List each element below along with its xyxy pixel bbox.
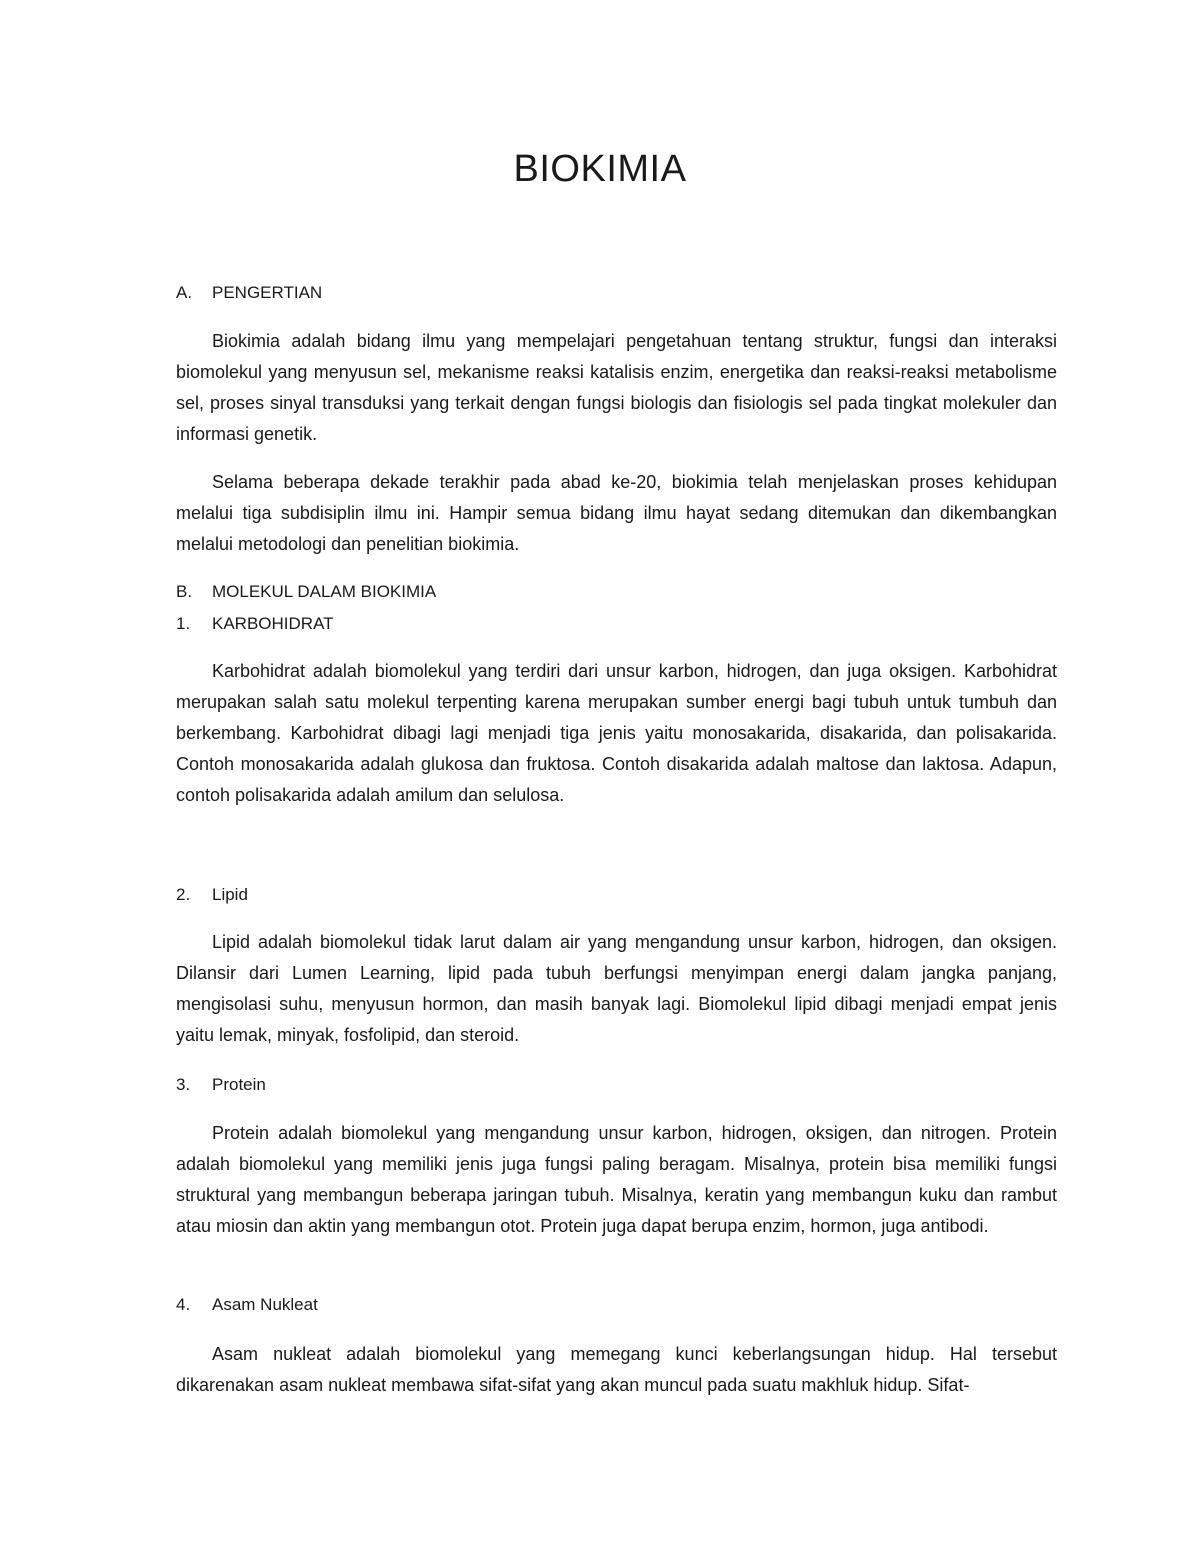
subsection-karbohidrat-heading — [176, 612, 334, 636]
section-a-number: A. — [176, 283, 193, 302]
subsection-lipid-heading — [176, 883, 248, 907]
document-title: BIOKIMIA — [513, 148, 687, 190]
paragraph-karbohidrat: Karbohidrat adalah biomolekul yang terdiri dari unsur karbon, hidrogen, dan juga oksigen. Karbohidrat merupakan salah satu molekul terpenting karena merupakan sumber energi bagi tubuh untuk tumbuh dan berkembang. Karbohidrat dibagi lagi menjadi tiga jenis yaitu monosakarida, disakarida, dan polisakarida. Contoh monosakarida adalah glukosa dan fruktosa. Contoh disakarida adalah maltose dan laktosa. Adapun, contoh polisakarida adalah amilum dan selulosa. — [176, 661, 1057, 805]
section-b-title: MOLEKUL DALAM BIOKIMIA — [212, 582, 437, 601]
section-a-heading — [176, 281, 322, 305]
paragraph-pengertian-2: Selama beberapa dekade terakhir pada abad ke-20, biokimia telah menjelaskan proses kehidupan melalui tiga subdisiplin ilmu ini. Hampir semua bidang ilmu hayat sedang ditemukan dan dikembangkan melalui metodologi dan penelitian biokimia. — [176, 472, 1057, 554]
subsection-title: KARBOHIDRAT — [212, 614, 334, 633]
section-b-heading — [176, 580, 436, 604]
subsection-number: 2. — [176, 885, 191, 904]
subsection-title: Asam Nukleat — [212, 1295, 318, 1314]
section-a-title: PENGERTIAN — [212, 283, 323, 302]
paragraph-pengertian-1: Biokimia adalah bidang ilmu yang mempelajari pengetahuan tentang struktur, fungsi dan interaksi biomolekul yang menyusun sel, mekanisme reaksi katalisis enzim, energetika dan reaksi-reaksi metabolisme sel, proses sinyal transduksi yang terkait dengan fungsi biologis dan fisiologis sel pada tingkat molekuler dan informasi genetik. — [176, 331, 1057, 444]
subsection-protein-heading — [176, 1073, 266, 1097]
paragraph-protein: Protein adalah biomolekul yang mengandung unsur karbon, hidrogen, oksigen, dan nitrogen. Protein adalah biomolekul yang memiliki jenis juga fungsi paling beragam. Misalnya, protein bisa memiliki fungsi struktural yang membangun beberapa jaringan tubuh. Misalnya, keratin yang membangun kuku dan rambut atau miosin dan aktin yang membangun otot. Protein juga dapat berupa enzim, hormon, juga antibodi. — [176, 1123, 1057, 1236]
subsection-number: 3. — [176, 1075, 191, 1094]
paragraph-lipid: Lipid adalah biomolekul tidak larut dalam air yang mengandung unsur karbon, hidrogen, dan oksigen. Dilansir dari Lumen Learning, lipid pada tubuh berfungsi menyimpan energi dalam jangka panjang, mengisolasi suhu, menyusun hormon, dan masih banyak lagi. Biomolekul lipid dibagi menjadi empat jenis yaitu lemak, minyak, fosfolipid, dan steroid. — [176, 932, 1057, 1045]
subsection-title: Protein — [212, 1075, 266, 1094]
subsection-number: 1. — [176, 614, 191, 633]
subsection-title: Lipid — [212, 885, 248, 904]
paragraph-asam-nukleat: Asam nukleat adalah biomolekul yang memegang kunci keberlangsungan hidup. Hal tersebut dikarenakan asam nukleat membawa sifat-sifat yang akan muncul pada suatu makhluk hidup. Sifat- — [176, 1344, 1057, 1395]
subsection-number: 4. — [176, 1295, 191, 1314]
section-b-number: B. — [176, 582, 193, 601]
subsection-asam-nukleat-heading — [176, 1293, 318, 1317]
